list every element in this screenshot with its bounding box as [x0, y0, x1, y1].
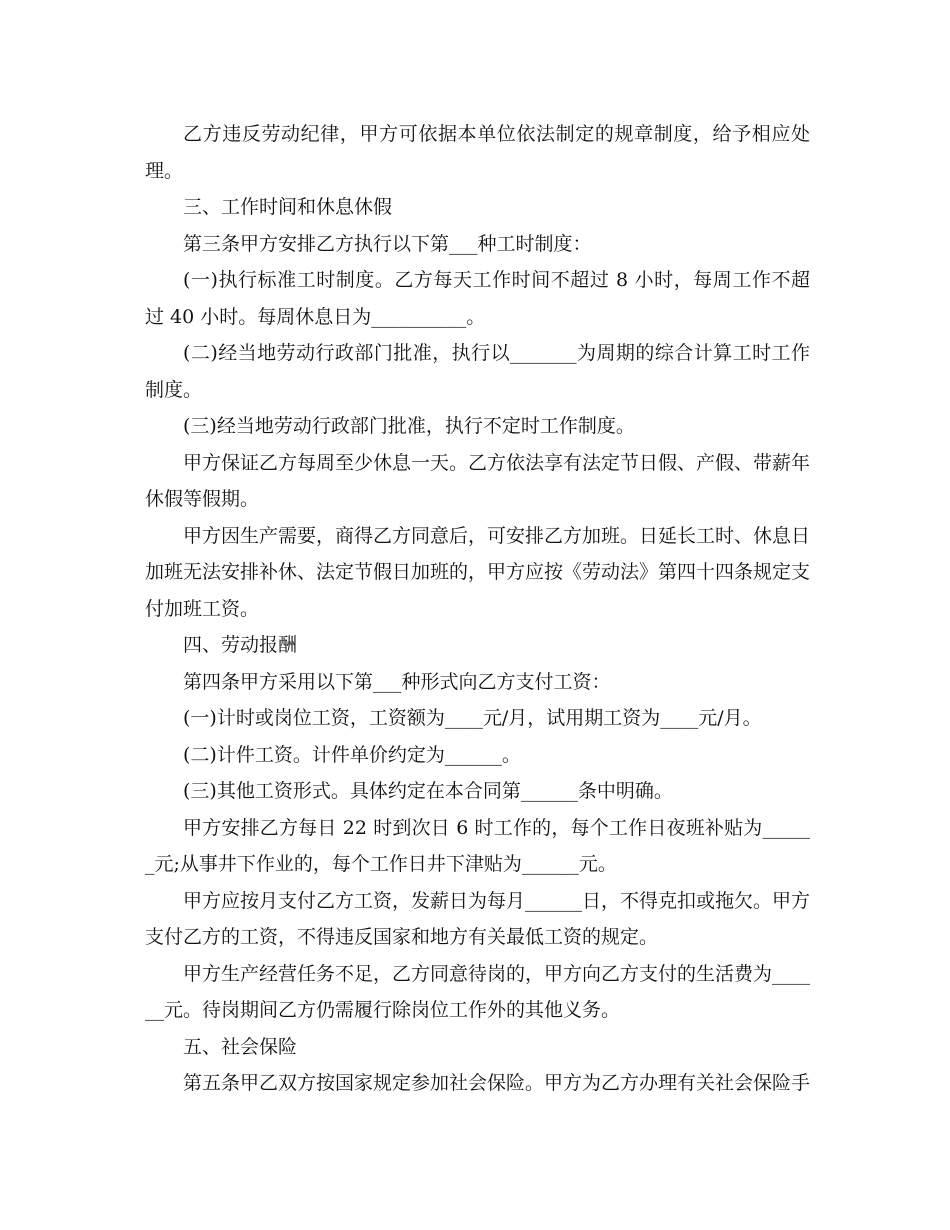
- article-3-item-2: (二)经当地劳动行政部门批准，执行以_______为周期的综合计算工时工作制度。: [145, 342, 810, 401]
- paragraph-payday: 甲方应按月支付乙方工资，发薪日为每月______日，不得克扣或拖欠。甲方支付乙方的工资，不得违反国家和地方有关最低工资的规定。: [145, 889, 811, 948]
- article-3-item-3: (三)经当地劳动行政部门批准，执行不定时工作制度。: [183, 415, 635, 437]
- section-heading-remuneration: 四、劳动报酬: [183, 634, 298, 656]
- paragraph-labor-discipline: 乙方违反劳动纪律，甲方可依据本单位依法制定的规章制度，给予相应处理。: [145, 123, 810, 182]
- article-4-item-3: (三)其他工资形式。具体约定在本合同第______条中明确。: [183, 780, 673, 802]
- paragraph-standby: 甲方生产经营任务不足，乙方同意待岗的，甲方向乙方支付的生活费为______元。待岗期间乙方仍需履行除岗位工作外的其他义务。: [145, 962, 811, 1021]
- paragraph-overtime: 甲方因生产需要，商得乙方同意后，可安排乙方加班。日延长工时、休息日加班无法安排补休、法定节假日加班的，甲方应按《劳动法》第四十四条规定支付加班工资。: [145, 524, 811, 620]
- article-4-item-2: (二)计件工资。计件单价约定为______。: [183, 743, 521, 766]
- article-4-item-1: (一)计时或岗位工资，工资额为____元/月，试用期工资为____元/月。: [183, 707, 762, 729]
- article-3-item-1: (一)执行标准工时制度。乙方每天工作时间不超过 8 小时，每周工作不超过 40 小时。每周休息日为__________。: [145, 269, 810, 328]
- paragraph-rest-days: 甲方保证乙方每周至少休息一天。乙方依法享有法定节日假、产假、带薪年休假等假期。: [145, 451, 811, 510]
- section-heading-work-hours: 三、工作时间和休息休假: [183, 196, 393, 218]
- article-5: 第五条甲乙双方按国家规定参加社会保险。甲方为乙方办理有关社会保险手: [183, 1072, 811, 1094]
- article-3: 第三条甲方安排乙方执行以下第___种工时制度：: [183, 232, 592, 255]
- paragraph-night-shift: 甲方安排乙方每日 22 时到次日 6 时工作的，每个工作日夜班补贴为______元;从事井下作业的，每个工作日井下津贴为______元。: [145, 816, 810, 875]
- section-heading-social-insurance: 五、社会保险: [183, 1035, 298, 1058]
- document-body: [145, 116, 810, 1102]
- article-4: 第四条甲方采用以下第___种形式向乙方支付工资：: [183, 670, 611, 693]
